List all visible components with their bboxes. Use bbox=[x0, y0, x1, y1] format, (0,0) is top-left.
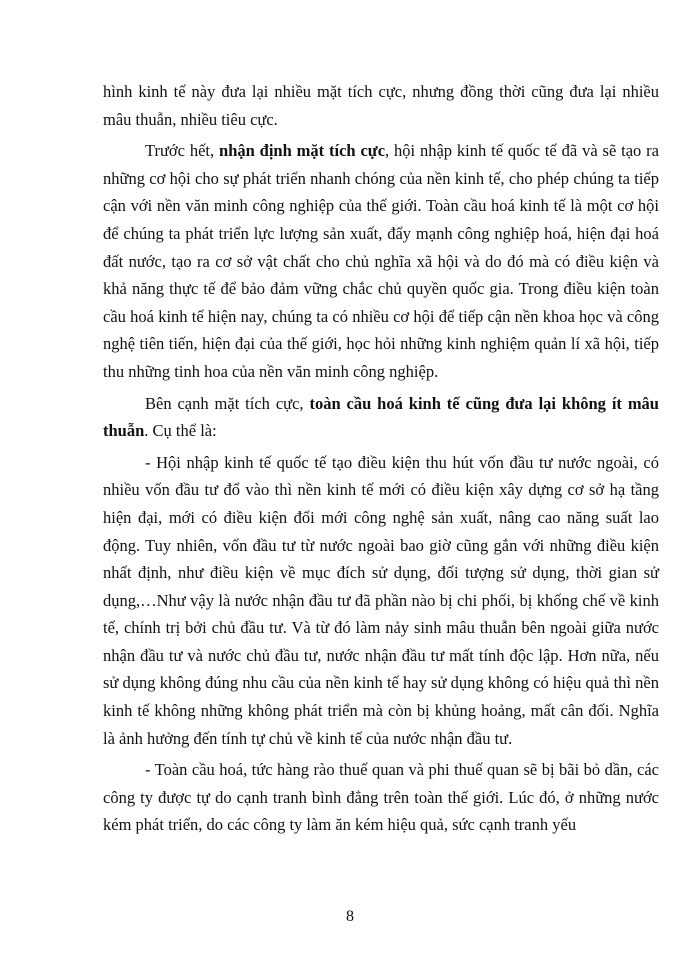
text-run: . Cụ thể là: bbox=[144, 421, 217, 441]
text-run: Bên cạnh mặt tích cực, bbox=[145, 393, 310, 413]
body-text bbox=[103, 78, 659, 843]
bold-heading-phrase: nhận định mặt tích cực bbox=[219, 141, 386, 161]
text-run: - Hội nhập kinh tế quốc tế tạo điều kiện thu hút vốn đầu tư nước ngoài, có nhiều vốn đầu tư đổ vào thì nền kinh tế mới có điều kiện xây dựng cơ sở hạ tầng hiện đại, mới có điều kiện đổi mới công nghệ sản xuất, nâng cao năng suất lao động. Tuy nhiên, vốn đầu tư từ nước ngoài bao giờ cũng gắn với những điều kiện nhất định, như điều kiện về mục đích sử dụng, đối tượng sử dụng, thời gian sử dụng,…Như vậy là nước nhận đầu tư đã phần nào bị chi phối, bị khống chế về kinh tế, chính trị bởi chủ đầu tư. Và từ đó làm nảy sinh mâu thuẫn bên ngoài giữa nước nhận đầu tư và nước chủ đầu tư, nước nhận đầu tư mất tính độc lập. Hơn nữa, nếu sử dụng không đúng nhu cầu của nền kinh tế hay sử dụng không có hiệu quả thì nền kinh tế không những không phát triển mà còn bị khủng hoảng, mất cân đối. Nghĩa là ảnh hưởng đến tính tự chủ về kinh tế của nước nhận đầu tư. bbox=[103, 452, 659, 748]
paragraph-tariff-removal bbox=[103, 756, 659, 839]
text-run: - Toàn cầu hoá, tức hàng rào thuế quan và phi thuế quan sẽ bị bãi bỏ dần, các công ty được tự do cạnh tranh bình đẳng trên toàn thế giới. Lúc đó, ở những nước kém phát triển, do các công ty làm ăn kém hiệu quả, sức cạnh tranh yếu bbox=[103, 760, 659, 835]
page-number: 8 bbox=[346, 908, 354, 925]
text-run: Trước hết, bbox=[145, 141, 220, 161]
paragraph-foreign-investment bbox=[103, 449, 659, 753]
paragraph-continuation bbox=[103, 78, 659, 133]
paragraph-contradictions-intro bbox=[103, 390, 659, 445]
paragraph-positive-aspects bbox=[103, 137, 659, 385]
text-run: hình kinh tế này đưa lại nhiều mặt tích cực, nhưng đồng thời cũng đưa lại nhiều mâu thuẫn, nhiều tiêu cực. bbox=[103, 82, 659, 129]
text-run: , hội nhập kinh tế quốc tế đã và sẽ tạo ra những cơ hội cho sự phát triển nhanh chóng của nền kinh tế, cho phép chúng ta tiếp cận với nền văn minh công nghiệp của thế giới. Toàn cầu hoá kinh tế là một cơ hội để chúng ta phát triển lực lượng sản xuất, đẩy mạnh công nghiệp hoá, hiện đại hoá đất nước, tạo ra cơ sở vật chất cho chủ nghĩa xã hội và do đó mà có điều kiện và khả năng thực tế để bảo đảm vững chắc chủ quyền quốc gia. Trong điều kiện toàn cầu hoá kinh tế hiện nay, chúng ta có nhiều cơ hội để tiếp cận nền khoa học và công nghệ tiên tiến, hiện đại của thế giới, học hỏi những kinh nghiệm quản lí xã hội, tiếp thu những tinh hoa của nền văn minh công nghiệp. bbox=[103, 141, 659, 381]
bold-heading-phrase: toàn cầu hoá kinh tế cũng đưa lại không ít mâu thuẫn bbox=[103, 393, 659, 441]
